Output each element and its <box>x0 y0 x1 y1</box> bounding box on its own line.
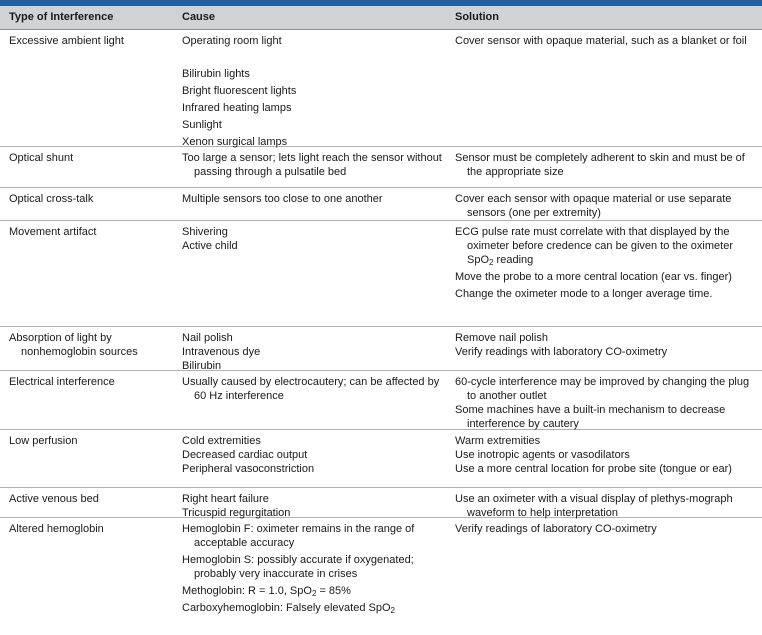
cause-item: Tricuspid regurgitation <box>182 507 291 519</box>
cause-item: Shivering <box>182 226 228 238</box>
cause-item: Active child <box>182 240 238 252</box>
solution-item: 60-cycle interference may be improved by changing the plug to another outlet <box>455 376 750 402</box>
table-row <box>0 327 762 371</box>
table-header <box>0 6 762 30</box>
solution-item: ECG pulse rate must correlate with that displayed by the oximeter before credence can be given to the oximeter SpO$_2$ reading <box>455 226 733 267</box>
header-cause: Cause <box>182 11 216 23</box>
table-row <box>0 188 762 221</box>
solution-item: Verify readings of laboratory CO-oximetry <box>455 523 657 535</box>
table-row <box>0 30 762 147</box>
solution-item: Cover sensor with opaque material, such as a blanket or foil <box>455 35 747 47</box>
solution-item: Move the probe to a more central location (ear vs. finger) <box>455 271 732 283</box>
solution-item: Change the oximeter mode to a longer average time. <box>455 288 713 300</box>
cause-item: Carboxyhemoglobin: Falsely elevated SpO$_2$ <box>182 602 395 615</box>
cause-item: Decreased cardiac output <box>182 449 308 461</box>
cause-item: Hemoglobin S: possibly accurate if oxygenated; probably very inaccurate in crises <box>182 554 414 580</box>
cause-item: Multiple sensors too close to one another <box>182 193 383 205</box>
cause-item: Nail polish <box>182 332 233 344</box>
cause-item: Operating room light <box>182 35 282 47</box>
solution-item: Verify readings with laboratory CO-oximetry <box>455 346 668 358</box>
solution-item: Sensor must be completely adherent to skin and must be of the appropriate size <box>455 152 745 178</box>
table-row <box>0 147 762 188</box>
table-row <box>0 518 762 635</box>
cause-item: Bilirubin <box>182 360 222 372</box>
interference-type: Optical cross-talk <box>9 193 94 205</box>
interference-type: Optical shunt <box>9 152 74 164</box>
cause-item: Sunlight <box>182 119 222 131</box>
solution-item: Use an oximeter with a visual display of plethys-mograph waveform to help interpretation <box>455 493 733 519</box>
table-row <box>0 430 762 488</box>
cause-item: Methoglobin: R = 1.0, SpO$_2$ = 85% <box>182 585 351 598</box>
cause-item: Bilirubin lights <box>182 68 250 80</box>
cause-item: Cold extremities <box>182 435 261 447</box>
cause-item: Xenon surgical lamps <box>182 136 288 148</box>
cause-item: Too large a sensor; lets light reach the sensor without passing through a pulsatile bed <box>182 152 442 178</box>
table-row <box>0 371 762 430</box>
solution-item: Use inotropic agents or vasodilators <box>455 449 630 461</box>
solution-item: Cover each sensor with opaque material or use separate sensors (one per extremity) <box>455 193 732 219</box>
solution-item: Use a more central location for probe site (tongue or ear) <box>455 463 732 475</box>
solution-item: Warm extremities <box>455 435 541 447</box>
cause-item: Bright fluorescent lights <box>182 85 297 97</box>
interference-type: Excessive ambient light <box>9 35 124 47</box>
header-solution: Solution <box>455 11 499 23</box>
cause-item: Right heart failure <box>182 493 269 505</box>
cause-item: Peripheral vasoconstriction <box>182 463 315 475</box>
cause-item: Intravenous dye <box>182 346 261 358</box>
interference-type: Altered hemoglobin <box>9 523 104 535</box>
interference-type: Active venous bed <box>9 493 99 505</box>
solution-item: Remove nail polish <box>455 332 548 344</box>
table-row <box>0 221 762 327</box>
cause-item: Usually caused by electrocautery; can be affected by 60 Hz interference <box>182 376 440 402</box>
interference-type: Electrical interference <box>9 376 115 388</box>
solution-item: Some machines have a built-in mechanism to decrease interference by cautery <box>455 404 726 430</box>
cause-item: Infrared heating lamps <box>182 102 292 114</box>
interference-type: Absorption of light by nonhemoglobin sources <box>9 332 138 358</box>
interference-type: Low perfusion <box>9 435 78 447</box>
table-row <box>0 488 762 518</box>
cause-item: Hemoglobin F: oximeter remains in the range of acceptable accuracy <box>182 523 415 549</box>
header-type: Type of Interference <box>9 11 114 23</box>
interference-type: Movement artifact <box>9 226 97 238</box>
